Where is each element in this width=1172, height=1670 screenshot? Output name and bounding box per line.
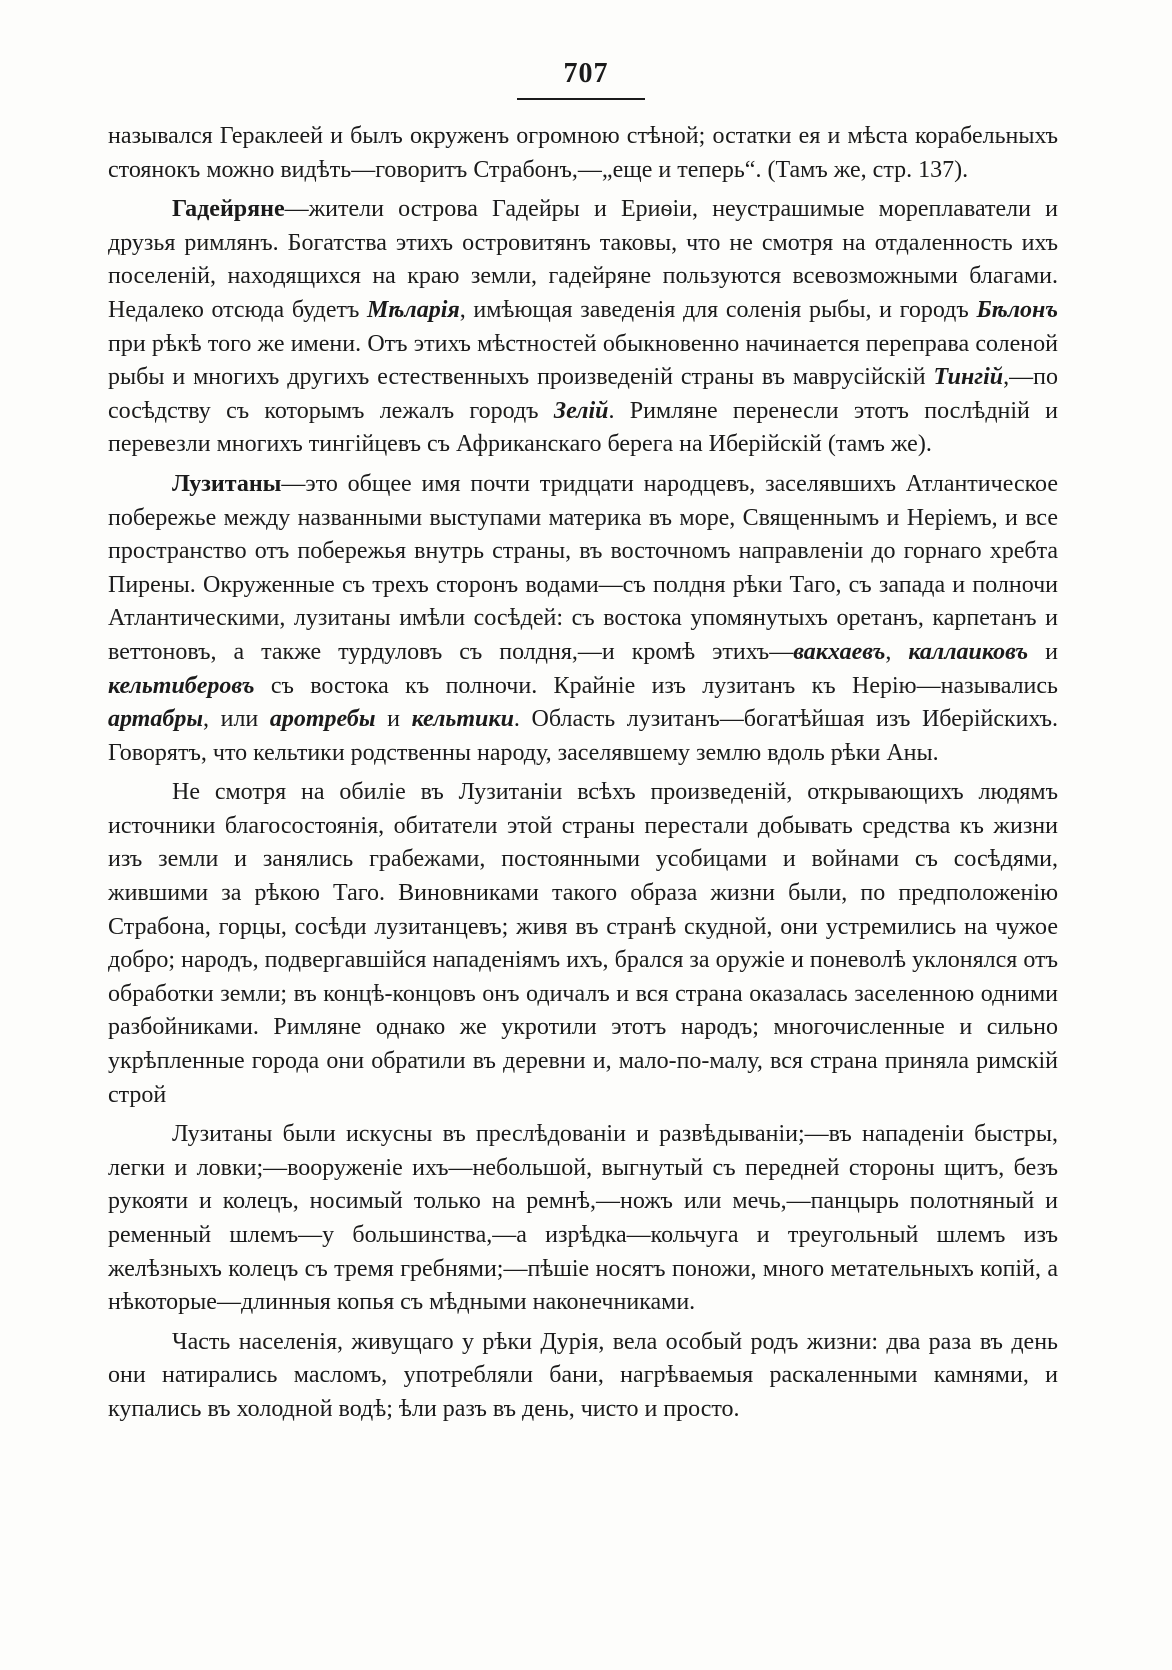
italic-term: Бѣлонъ	[976, 296, 1058, 323]
bold-term: Лузитаны	[172, 470, 282, 497]
text-run: съ востока къ полночи. Крайніе изъ лузитанъ къ Нерію—назывались	[254, 672, 1058, 699]
text-run: при рѣкѣ того же имени. Отъ этихъ мѣстностей обыкновенно начинается переправа соленой рыбы и многихъ другихъ естественныхъ произведеній страны въ маврусійскій	[108, 330, 1058, 391]
text-run: Часть населенія, живущаго у рѣки Дурія, вела особый родъ жизни: два раза въ день они натирались масломъ, употребляли бани, нагрѣваемыя раскаленными камнями, и купались въ холодной водѣ; ѣли разъ въ день, чисто и просто.	[108, 1328, 1058, 1422]
text-run: , или	[202, 706, 270, 733]
bold-term: Гадейряне	[172, 196, 285, 223]
text-run: —жители острова Гадейры и Ериѳіи, неустрашимые мореплаватели и друзья римлянъ. Богатства этихъ островитянъ таковы, что не смотря на отдаленность ихъ поселеній, находящихся на краю земли, гадейряне пользуются всевозможными благами. Недалеко отсюда будетъ	[108, 196, 1058, 323]
body-text	[108, 120, 1058, 1433]
text-run: ,	[885, 638, 909, 665]
text-run: —это общее имя почти тридцати народцевъ, заселявшихъ Атлантическое побережье между названными выступами материка въ море, Священнымъ и Неріемъ, и все пространство отъ побережья внутрь страны, въ восточномъ направленіи до горнаго хребта Пирены. Окруженные съ трехъ сторонъ водами—съ полдня рѣки Таго, съ запада и полночи Атлантическими, лузитаны имѣли сосѣдей: съ востока упомянутыхъ оретанъ, карпетанъ и веттоновъ, а также турдуловъ съ полдня,—и кромѣ этихъ—	[108, 470, 1058, 665]
italic-term: каллаиковъ	[908, 638, 1029, 665]
paragraph	[108, 120, 1058, 187]
paragraph	[108, 776, 1058, 1112]
italic-term: артабры	[108, 706, 203, 733]
page-number: 707	[563, 58, 609, 89]
italic-term: кельтиберовъ	[108, 672, 255, 699]
italic-term: Зелій	[553, 397, 609, 424]
page-number-rule	[517, 98, 645, 100]
text-run: Лузитаны были искусны въ преслѣдованіи и развѣдываніи;—въ нападеніи быстры, легки и ловки;—вооруженіе ихъ—небольшой, выгнутый съ передней стороны щитъ, безъ рукояти и колецъ, носимый только на ремнѣ,—ножъ или мечь,—панцырь полотняный и ременный шлемъ—у большинства,—а изрѣдка—кольчуга и треугольный шлемъ изъ желѣзныхъ колецъ съ тремя гребнями;—пѣшіе носятъ поножи, много метательныхъ копій, а нѣкоторые—длинныя копья съ мѣдными наконечниками.	[108, 1121, 1058, 1316]
text-run: и	[375, 706, 412, 733]
italic-term: аротребы	[269, 706, 376, 733]
italic-term: вакхаевъ	[793, 638, 886, 665]
text-run: , имѣющая заведенія для соленія рыбы, и городъ	[459, 296, 977, 323]
text-run: назывался Гераклеей и былъ окруженъ огромною стѣной; остатки ея и мѣста корабельныхъ стоянокъ можно видѣть—говоритъ Страбонъ,—„еще и теперь“. (Тамъ же, стр. 137).	[108, 123, 1058, 183]
italic-term: кельтики	[411, 706, 514, 733]
text-run: ,—по сосѣдству съ которымъ лежалъ городъ	[108, 364, 1058, 424]
paragraph	[108, 1326, 1058, 1427]
text-run: . Область лузитанъ—богатѣйшая изъ Иберійскихъ. Говорятъ, что кельтики родственны народу, заселявшему землю вдоль рѣки Аны.	[108, 706, 1059, 766]
paragraph	[108, 193, 1058, 462]
italic-term: Мѣларія	[367, 296, 460, 323]
text-run: . Римляне перенесли этотъ послѣдній и перевезли многихъ тингійцевъ съ Африканскаго берега на Иберійскій (тамъ же).	[108, 397, 1059, 458]
paragraph	[108, 1118, 1058, 1320]
text-run: и	[1028, 638, 1059, 665]
paragraph	[108, 468, 1058, 770]
italic-term: Тингій	[933, 364, 1004, 391]
text-run: Не смотря на обиліе въ Лузитаніи всѣхъ произведеній, открывающихъ людямъ источники благосостоянія, обитатели этой страны перестали добывать средства къ жизни изъ земли и занялись грабежами, постоянными усобицами и войнами съ сосѣдями, жившими за рѣкою Таго. Виновниками такого образа жизни были, по предположенію Страбона, горцы, сосѣди лузитанцевъ; живя въ странѣ скудной, они устремились на чужое добро; народъ, подвергавшійся нападеніямъ ихъ, брался за оружіе и поневолѣ уклонялся отъ обработки земли; въ концѣ-концовъ онъ одичалъ и вся страна оказалась заселенною одними разбойниками. Римляне однако же укротили этотъ народъ; многочисленные и сильно укрѣпленные города они обратили въ деревни и, мало-по-малу, вся страна приняла римскій строй	[108, 779, 1058, 1108]
